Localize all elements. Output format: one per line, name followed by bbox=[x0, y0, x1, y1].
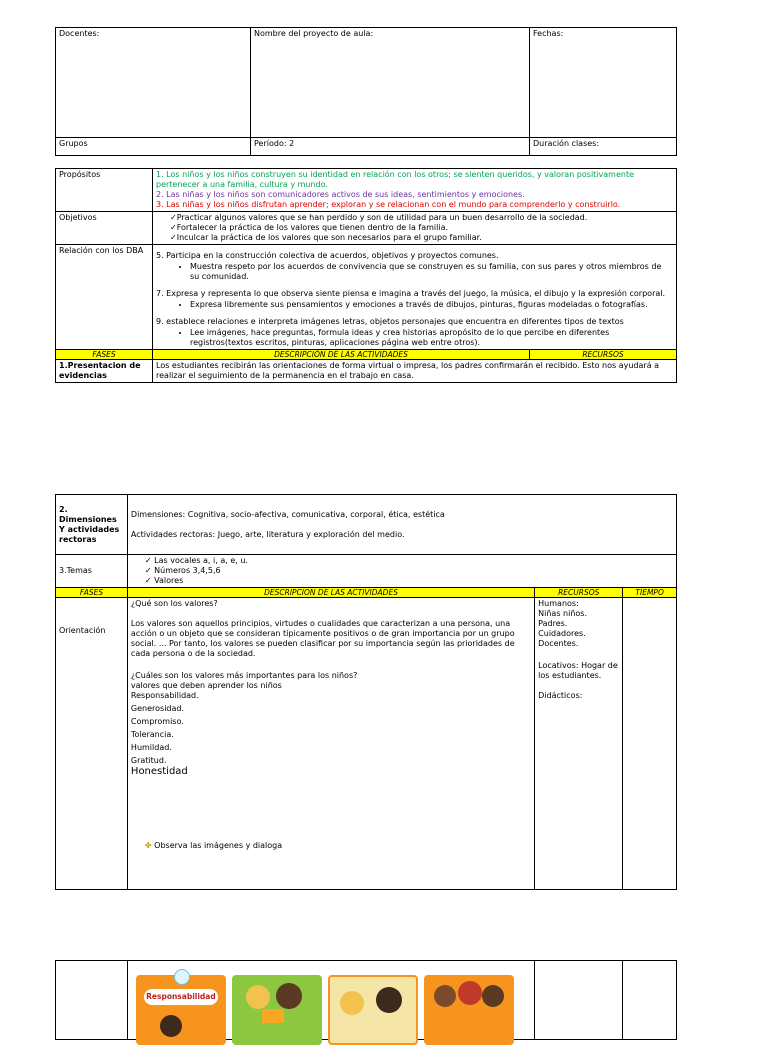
proposito-1: 1. Los niños y los niños construyen su identidad en relación con los otros; se sienten queridos, y valoran positivamente pertenecer a una familia, cultura y mundo. bbox=[156, 170, 635, 189]
child-icon bbox=[160, 1015, 182, 1037]
valores-intro: valores que deben aprender los niños bbox=[130, 681, 282, 691]
duracion-cell bbox=[530, 138, 677, 156]
propositos-cell bbox=[153, 169, 677, 212]
card-label: Responsabilidad bbox=[144, 989, 218, 1005]
child-icon bbox=[458, 981, 482, 1005]
card-4 bbox=[424, 975, 514, 1045]
actividades-text: Actividades rectoras: Juego, arte, literatura y exploración del medio. bbox=[130, 529, 405, 539]
gift-icon bbox=[262, 1009, 284, 1023]
proposito-2: 2. Las niñas y los niños son comunicadores activos de sus ideas, sentimientos y emociones. bbox=[156, 190, 525, 199]
question-1: ¿Qué son los valores? bbox=[130, 599, 218, 609]
locativos: Locativos: Hogar de los estudiantes. bbox=[538, 661, 618, 681]
recurso-4: Cuidadores. bbox=[538, 629, 586, 639]
activities-header-row bbox=[56, 588, 677, 598]
propositos-label: Propósitos bbox=[59, 170, 101, 179]
image-cell bbox=[127, 961, 534, 1040]
tiempo-header: TIEMPO bbox=[623, 588, 677, 598]
images-table bbox=[55, 960, 677, 1040]
valor-2: Generosidad. bbox=[130, 704, 185, 714]
objetivos-label: Objetivos bbox=[59, 213, 97, 222]
duracion-label: Duración clases: bbox=[533, 139, 600, 148]
fase1-text: Los estudiantes recibirán las orientaciones de forma virtual o impresa, los padres confirmarán el recibido. Esto nos ayudará a realizar el seguimiento de la permanencia en el trabajo en casa. bbox=[153, 360, 677, 383]
dimensiones-cell bbox=[127, 495, 676, 555]
child-icon bbox=[340, 991, 364, 1015]
dimensiones-text: Dimensiones: Cognitiva, socio-afectiva, comunicativa, corporal, ética, estética bbox=[130, 509, 445, 519]
child-icon bbox=[434, 985, 456, 1007]
descripcion-header-2: DESCRIPCION DE LAS ACTIVIDADES bbox=[127, 588, 534, 598]
phase-header-row bbox=[56, 350, 677, 360]
dba-7-bullet: • Expresa libremente sus pensamientos y emociones a través de dibujos, pinturas, figuras modeladas o fotografías. bbox=[190, 300, 673, 310]
docentes-label: Docentes: bbox=[59, 29, 100, 38]
temas-cell bbox=[127, 555, 676, 588]
periodo-cell bbox=[251, 138, 530, 156]
dba-7: 7. Expresa y representa lo que observa siente piensa e imagina a través del juego, la música, el dibujo y la expresión corporal. bbox=[156, 289, 666, 298]
tema-2: ✓ Números 3,4,5,6 bbox=[144, 566, 221, 575]
blank-tiempo-cell bbox=[623, 961, 677, 1040]
dba-9-bullet: • Lee imágenes, hace preguntas, formula ideas y crea historias apropósito de lo que percibe en diferentes registros(textos escritos, pinturas, aplicaciones página web entre otros). bbox=[190, 328, 673, 348]
value-cards-image bbox=[134, 975, 514, 1039]
tiempo-cell bbox=[623, 598, 677, 890]
proyecto-label: Nombre del proyecto de aula: bbox=[254, 29, 374, 38]
header-info-table bbox=[55, 27, 677, 156]
recurso-2: Niñas niños. bbox=[538, 609, 588, 619]
fase1-label: 1.Presentacion de evidencias bbox=[56, 360, 153, 383]
child-icon bbox=[246, 985, 270, 1009]
fechas-label: Fechas: bbox=[533, 29, 564, 38]
periodo-label: Período: 2 bbox=[254, 139, 295, 148]
didacticos: Didácticos: bbox=[538, 691, 583, 701]
valor-4: Tolerancia. bbox=[130, 730, 174, 740]
child-icon bbox=[376, 987, 402, 1013]
proyecto-cell bbox=[251, 28, 530, 138]
dimensiones-label: 2. Dimensiones Y actividades rectoras bbox=[56, 495, 128, 555]
objetivo-1: ✓Practicar algunos valores que se han perdido y son de utilidad para un buen desarrollo de la sociedad. bbox=[170, 213, 588, 222]
fases-header: FASES bbox=[56, 350, 153, 360]
child-icon bbox=[482, 985, 504, 1007]
descripcion-header: DESCRIPCIÓN DE LAS ACTIVIDADES bbox=[153, 350, 530, 360]
recursos-cell bbox=[535, 598, 623, 890]
docentes-cell bbox=[56, 28, 251, 138]
recurso-3: Padres. bbox=[538, 619, 568, 629]
valores-paragraph: Los valores son aquellos principios, virtudes o cualidades que caracterizan a una persona, una acción o un objeto que se consideran típicamente positivos o de gran importancia por un grupo social. ... Por tanto, los valores se pueden clasificar por su importancia según las prioridades de cada persona o de la sociedad. bbox=[130, 619, 515, 659]
question-2: ¿Cuáles son los valores más importantes para los niños? bbox=[130, 671, 358, 681]
recurso-5: Docentes. bbox=[538, 639, 579, 649]
dba-cell bbox=[153, 245, 677, 350]
dba-label-cell bbox=[56, 245, 153, 350]
card-3 bbox=[328, 975, 418, 1045]
objetivos-label-cell bbox=[56, 212, 153, 245]
plan-table bbox=[55, 168, 677, 383]
valor-6: Gratitud. bbox=[130, 756, 167, 766]
valor-1: Responsabilidad. bbox=[130, 691, 199, 701]
clock-icon bbox=[174, 969, 190, 985]
orientacion-label: Orientación bbox=[56, 598, 128, 890]
child-icon bbox=[276, 983, 302, 1009]
propositos-label-cell bbox=[56, 169, 153, 212]
responsabilidad-card bbox=[136, 975, 226, 1045]
valor-honestidad: Honestidad bbox=[130, 766, 188, 778]
grupos-label: Grupos bbox=[59, 139, 88, 148]
orientacion-content bbox=[127, 598, 534, 890]
fases-header-2: FASES bbox=[56, 588, 128, 598]
blank-phase-cell bbox=[56, 961, 128, 1040]
valor-3: Compromiso. bbox=[130, 717, 184, 727]
valor-5: Humildad. bbox=[130, 743, 172, 753]
observa-line: ✤ Observa las imágenes y dialoga bbox=[144, 840, 283, 850]
proposito-3: 3. Las niñas y los niños disfrutan aprender; exploran y se relacionan con el mundo para comprenderlo y construirlo. bbox=[156, 200, 621, 209]
tema-1: ✓ Las vocales a, i, a, e, u. bbox=[144, 556, 248, 565]
objetivos-cell bbox=[153, 212, 677, 245]
objetivo-3: ✓Inculcar la práctica de los valores que son necesarios para el grupo familiar. bbox=[170, 233, 482, 242]
temas-label: 3.Temas bbox=[56, 555, 128, 588]
recursos-header: RECURSOS bbox=[530, 350, 677, 360]
dba-5-bullet: • Muestra respeto por los acuerdos de convivencia que se construyen es su familia, con sus pares y otros miembros de su comunidad. bbox=[190, 262, 673, 282]
blank-recursos-cell bbox=[535, 961, 623, 1040]
grupos-cell bbox=[56, 138, 251, 156]
dba-5: 5. Participa en la construcción colectiva de acuerdos, objetivos y proyectos comunes. bbox=[156, 251, 499, 260]
card-2 bbox=[232, 975, 322, 1045]
tema-3: ✓ Valores bbox=[144, 576, 184, 585]
fechas-cell bbox=[530, 28, 677, 138]
bullet-icon: ✤ bbox=[144, 840, 152, 850]
objetivo-2: ✓Fortalecer la práctica de los valores que tienen dentro de la familia. bbox=[170, 223, 449, 232]
recurso-1: Humanos: bbox=[538, 599, 579, 609]
dba-9: 9. establece relaciones e interpreta imágenes letras, objetos personajes que encuentra en diferentes tipos de textos bbox=[156, 317, 624, 326]
activities-table bbox=[55, 494, 677, 890]
dba-label: Relación con los DBA bbox=[59, 246, 144, 255]
recursos-header-2: RECURSOS bbox=[535, 588, 623, 598]
